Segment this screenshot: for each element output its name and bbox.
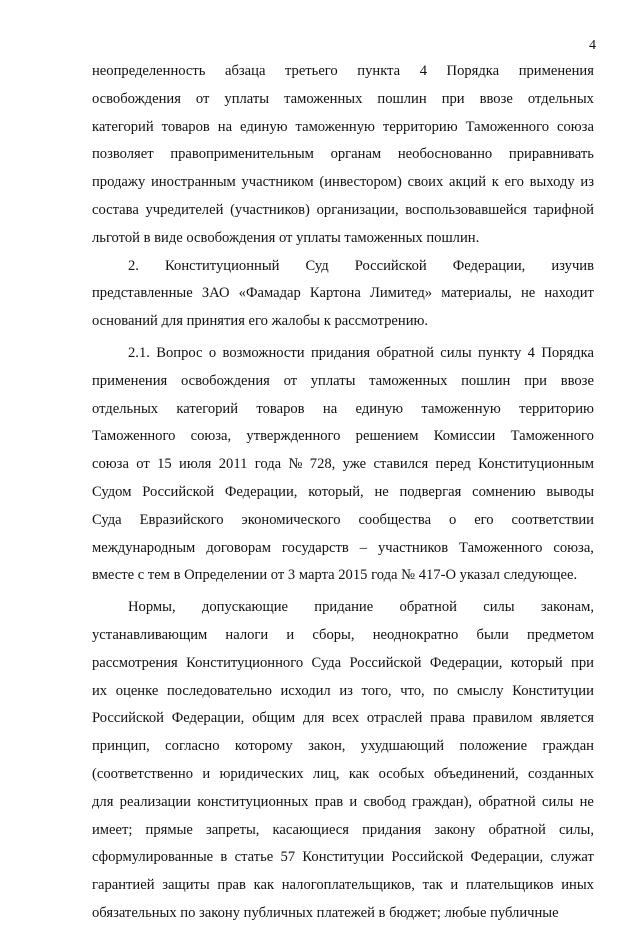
text-line: их оценке последовательно исходил из того, что, по смыслу Конституции xyxy=(92,682,594,699)
paragraph xyxy=(92,340,594,590)
document-body xyxy=(92,58,594,928)
text-line: применения освобождения от уплаты таможенных пошлин при ввозе xyxy=(92,372,594,389)
text-line: оснований для принятия его жалобы к рассмотрению. xyxy=(92,313,429,330)
text-line: имеет; прямые запреты, касающиеся придания закону обратной силы, xyxy=(92,821,594,838)
text-line: союза от 15 июля 2011 года № 728, уже ставился перед Конституционным xyxy=(92,456,594,473)
text-line: (соответственно и юридических лиц, как особых объединений, созданных xyxy=(92,765,594,782)
text-line: сформулированные в статье 57 Конституции Российской Федерации, служат xyxy=(92,849,594,866)
text-line: категорий товаров на единую таможенную территорию Таможенного союза xyxy=(92,118,594,135)
page-number: 4 xyxy=(589,38,596,53)
text-line: продажу иностранным участником (инвестором) своих акций к его выходу из xyxy=(92,174,594,191)
text-line: Нормы, допускающие придание обратной силы законам, xyxy=(128,599,594,616)
text-line: отдельных категорий товаров на единую таможенную территорию xyxy=(92,400,594,417)
text-line: позволяет правоприменительным органам необоснованно приравнивать xyxy=(92,146,594,163)
text-line: гарантией защиты прав как налогоплательщиков, так и плательщиков иных xyxy=(92,877,594,894)
text-line: международным договорам государств – участников Таможенного союза, xyxy=(92,539,594,556)
paragraph xyxy=(92,594,594,928)
text-line: принцип, согласно которому закон, ухудшающий положение граждан xyxy=(92,738,594,755)
text-line: представленные ЗАО «Фамадар Картона Лимитед» материалы, не находит xyxy=(92,285,594,302)
text-line: неопределенность абзаца третьего пункта 4 Порядка применения xyxy=(92,63,594,79)
text-line: 2. Конституционный Суд Российской Федерации, изучив xyxy=(128,257,594,274)
text-line: рассмотрения Конституционного Суда Российской Федерации, который при xyxy=(92,654,594,671)
text-line: Судом Российской Федерации, который, не подвергая сомнению выводы xyxy=(92,483,594,500)
text-line: состава учредителей (участников) организации, воспользовавшейся тарифной xyxy=(92,201,594,218)
text-line: Суда Евразийского экономического сообщества о его соответствии xyxy=(92,511,594,528)
text-line: для реализации конституционных прав и свобод граждан), обратной силы не xyxy=(92,793,594,810)
text-line: льготой в виде освобождения от уплаты таможенных пошлин. xyxy=(92,229,480,246)
paragraph xyxy=(92,58,594,253)
text-line: 2.1. Вопрос о возможности придания обратной силы пункту 4 Порядка xyxy=(128,344,594,361)
text-line: освобождения от уплаты таможенных пошлин при ввозе отдельных xyxy=(92,90,594,107)
text-line: устанавливающим налоги и сборы, неоднократно были предметом xyxy=(92,626,594,643)
text-line: Российской Федерации, общим для всех отраслей права правилом является xyxy=(92,710,594,727)
text-line: Таможенного союза, утвержденного решением Комиссии Таможенного xyxy=(92,428,594,445)
text-line: обязательных по закону публичных платежей в бюджет; любые публичные xyxy=(92,904,559,921)
text-line: вместе с тем в Определении от 3 марта 2015 года № 417-О указал следующее. xyxy=(92,567,578,584)
paragraph xyxy=(92,253,594,336)
